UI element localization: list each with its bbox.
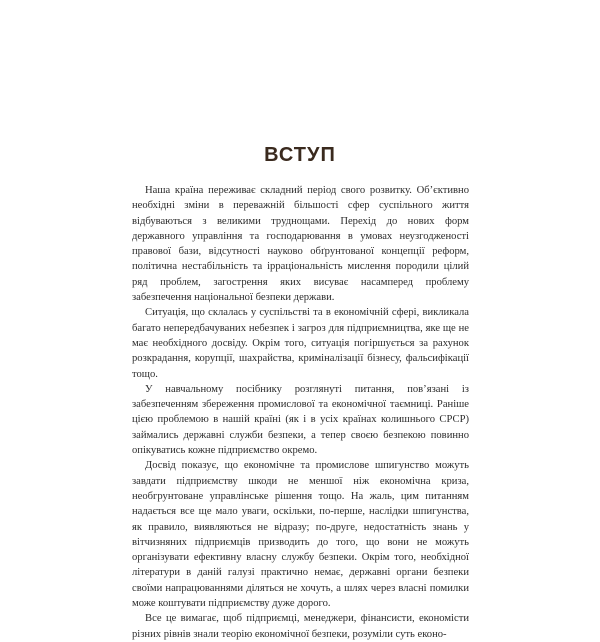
paragraph-2: Ситуація, що склалась у суспільстві та в економічній сфері, викликала багато непередбачуваних небезпек і загроз для підприємництва, яке ще не має необхідного досвіду. Окрім того, ситуація погіршується за рахунок розкрадання, корупції, шахрайства, криміналізації бізнесу, фальсифікації тощо. — [132, 307, 469, 380]
paragraph-5: Все це вимагає, щоб підприємці, менеджери, фінансисти, економісти різних рівнів знали теорію економічної безпеки, розуміли суть еконо- — [132, 613, 469, 640]
body-text — [132, 183, 469, 642]
paragraph-3: У навчальному посібнику розглянуті питання, пов’язані із забезпеченням збереження промислової та економічної таємниці. Раніше цією проблемою в нашій країні (як і в усіх країнах колишнього СРСР) займались державні служби безпеки, а тепер своєю безпекою повинно опікуватись кожне підприємство окремо. — [132, 383, 469, 457]
page-title: ВСТУП — [264, 144, 336, 166]
paragraph-4: Досвід показує, що економічне та промислове шпигунство можуть завдати підприємству шкоди не меншої ніж економічна криза, необгрунтоване управлінське рішення тощо. На жаль, цим питанням надається все ще мало уваги, оскільки, по-перше, наслідки шпигунства, як правило, виявляються не відразу; по-друге, недостатність знань у вітчизняних підприємців призводить до того, що вони не можуть організувати ефективну власну службу безпеки. Окрім того, необхідної літератури в даній галузі практично немає, державні органи безпеки своїми напрацюваннями діляться не хочуть, а шлях через власні помилки може коштувати підприємству дуже дорого. — [132, 460, 469, 610]
paragraph-1: Наша країна переживає складний період свого розвитку. Об’єктивно необхідні зміни в переважній більшості сфер суспільного життя відбуваються з великими труднощами. Перехід до нових форм державного управління та господарювання в умовах неузгодженості правової бази, відсутності науково обґрунтованої концепції реформ, політична нестабільність та ірраціональність мислення породили цілий ряд проблем, загострення яких висуває насамперед проблему забезпечення національної безпеки держави. — [132, 185, 469, 304]
